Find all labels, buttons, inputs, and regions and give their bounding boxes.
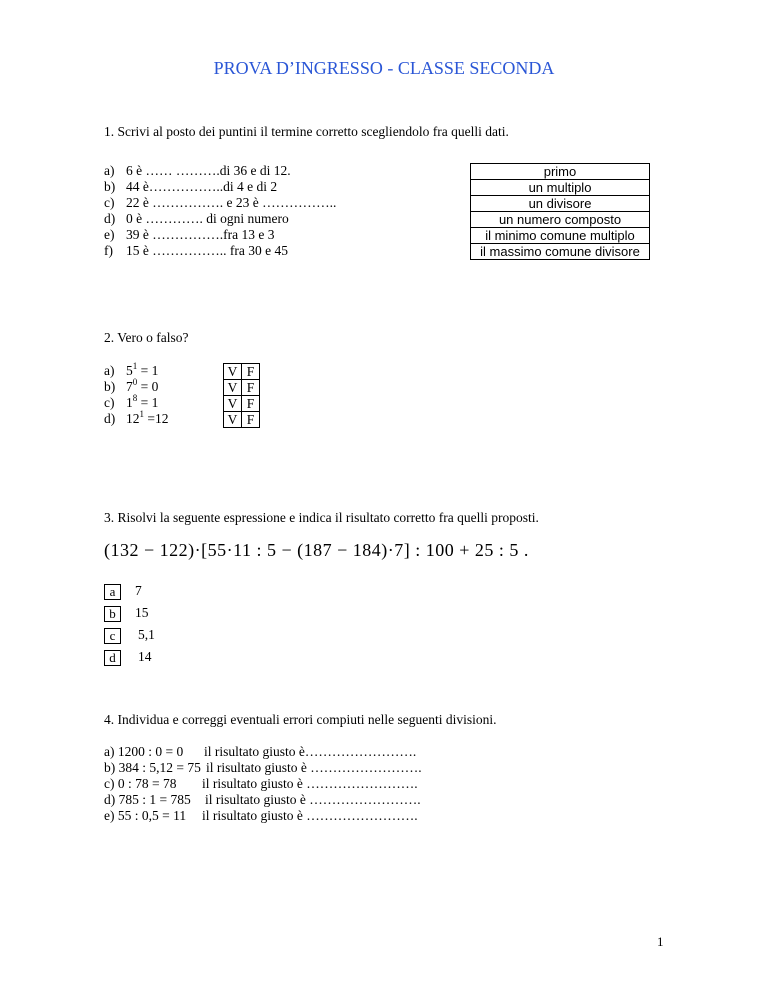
false-box[interactable]: F [242,412,260,428]
choice-value: 15 [135,605,149,620]
q1-list [104,163,336,259]
list-item: c) $1^8 = 1$ [104,393,159,410]
q2-vf-table [223,363,260,428]
list-item: b) 384 : 5,12 = 75 [104,760,201,775]
choice-row[interactable] [104,602,155,624]
answer-line[interactable]: il risultato giusto è ……………………. [202,808,418,823]
page-title: PROVA D’INGRESSO - CLASSE SECONDA [213,58,555,78]
true-box[interactable]: V [224,412,242,428]
list-item: a) 1200 : 0 = 0 [104,744,184,759]
q2-prompt: 2. Vero o falso? [104,330,189,345]
q2-list [104,363,169,427]
option-composto: un numero composto [471,212,650,228]
false-box[interactable]: F [242,380,260,396]
list-item: e) 39 è …………….fra 13 e 3 [104,227,275,242]
list-item: a) $5^1 = 1$ [104,361,159,378]
list-item: c) 0 : 78 = 78 [104,776,177,791]
choice-row[interactable] [104,646,155,668]
true-box[interactable]: V [224,364,242,380]
q4-divisions [104,744,201,824]
list-item: e) 55 : 0,5 = 11 [104,808,187,823]
q4-answers [202,744,422,824]
false-box[interactable]: F [242,396,260,412]
q3-expression: (132 − 122)·[55·11 : 5 − (187 − 184)·7] : 100 + 25 : 5 . [104,540,529,560]
option-mcm: il minimo comune multiplo [471,228,650,244]
list-item: d) 0 è …………. di ogni numero [104,211,289,226]
q1-prompt: 1. Scrivi al posto dei puntini il termine corretto scegliendolo fra quelli dati. [104,124,509,139]
true-box[interactable]: V [224,380,242,396]
answer-line[interactable]: il risultato giusto è……………………. [204,744,417,759]
q3-choices [104,580,155,668]
option-divisore: un divisore [471,196,650,212]
list-item: a) 6 è …… ……….di 36 e di 12. [104,163,291,178]
choice-letter-box[interactable]: a [104,584,121,600]
choice-row[interactable] [104,624,155,646]
option-multiplo: un multiplo [471,180,650,196]
choice-value: 7 [135,583,142,598]
choice-letter-box[interactable]: d [104,650,121,666]
choice-value: 14 [138,649,152,664]
list-item: b) 44 è……………..di 4 e di 2 [104,179,278,194]
list-item: f) 15 è …………….. fra 30 e 45 [104,243,288,258]
choice-letter-box[interactable]: b [104,606,121,622]
option-mcd: il massimo comune divisore [471,244,650,260]
q3-prompt: 3. Risolvi la seguente espressione e indica il risultato corretto fra quelli proposti. [104,510,539,525]
choice-letter-box[interactable]: c [104,628,121,644]
list-item: d) $12^1 =12$ [104,409,169,426]
q1-options-box [470,163,650,260]
answer-line[interactable]: il risultato giusto è ……………………. [202,776,418,791]
q4-prompt: 4. Individua e correggi eventuali errori compiuti nelle seguenti divisioni. [104,712,497,727]
list-item: c) 22 è ……………. e 23 è …………….. [104,195,337,210]
option-primo: primo [471,164,650,180]
answer-line[interactable]: il risultato giusto è ……………………. [205,792,421,807]
choice-row[interactable] [104,580,155,602]
answer-line[interactable]: il risultato giusto è ……………………. [206,760,422,775]
page-number: 1 [657,934,664,949]
false-box[interactable]: F [242,364,260,380]
list-item: b) $7^0 = 0$ [104,377,159,394]
true-box[interactable]: V [224,396,242,412]
list-item: d) 785 : 1 = 785 [104,792,191,807]
choice-value: 5,1 [138,627,155,642]
